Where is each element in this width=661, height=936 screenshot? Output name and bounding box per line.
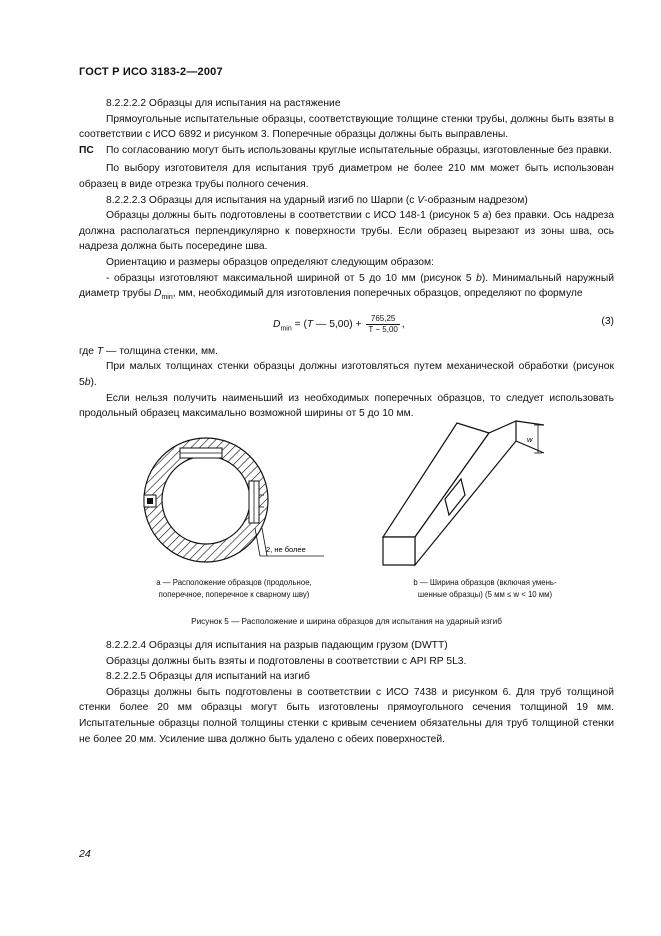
paragraph-ps [79, 143, 614, 159]
paragraph: Если нельзя получить наименьший из необходимых поперечных образцов, то следует использовать продольный образец максимально возможной ширины от 5 до 10 мм. [79, 392, 614, 420]
formula-fraction [366, 314, 399, 335]
ps-label: ПС [79, 144, 94, 156]
text-run-italic: V [417, 194, 425, 206]
paragraph: Образцы должны быть взяты и подготовлены в соответствии с API RP 5L3. [106, 655, 467, 667]
formula-numerator: 765,25 [366, 314, 399, 325]
text-run-italic: b [476, 272, 482, 284]
formula-3 [79, 310, 614, 338]
text-run-italic: b [84, 376, 91, 388]
paragraph-heading-tensile: 8.2.2.2.2 Образцы для испытания на растяжение [106, 98, 341, 109]
formula-denominator: T − 5,00 [368, 324, 398, 334]
text-run: , мм, необходимый для изготовления поперечных образцов, определяют по формуле [172, 288, 583, 300]
paragraph [79, 271, 614, 306]
caption-a [134, 577, 334, 600]
formula-lhs: D [273, 318, 281, 330]
paragraph: Образцы должны быть подготовлены в соответствии с ИСО 7438 и рисунком 6. Для труб толщиной стенки более 20 мм образцы могут быть изготовлены прямоугольного сечения толщиной 19 мм. Испытательные образцы полной толщины стенки с кривым сечением обязательны для труб толщиной стенки не более 20 мм. Усиление шва должно быть удалено с обеих поверхностей. [79, 686, 614, 745]
text-run: При малых толщинах стенки образцы должны изготовляться путем механической обработки (рисунок 5 [79, 361, 614, 388]
text-run: ). Минимальный наружный диаметр трубы [79, 272, 614, 300]
text-run-italic: T [96, 345, 104, 357]
text-run: - образцы изготовляют максимальной шириной от 5 до 10 мм (рисунок 5 [106, 272, 477, 284]
text-run: 8.2.2.2.3 Образцы для испытания на ударный изгиб по Шарпи (с [106, 194, 418, 206]
paragraph [79, 359, 614, 390]
text-run: — толщина стенки, мм. [103, 345, 218, 357]
text-run-italic: а [482, 210, 489, 222]
page-number: 24 [79, 848, 91, 860]
formula-body [273, 314, 405, 337]
paragraph-heading-bend: 8.2.2.2.5 Образцы для испытаний на изгиб [106, 671, 310, 683]
caption-b [397, 577, 573, 600]
caption-a-line-1: а — Расположение образцов (продольное, [156, 578, 312, 587]
text-run-sub: min [161, 294, 173, 302]
paragraph: Ориентацию и размеры образцов определяют следующим образом: [106, 256, 434, 268]
formula-text: = ( [291, 318, 307, 330]
caption-a-line-2: поперечное, поперечное к сварному шву) [158, 589, 310, 599]
caption-b-line-1: b — Ширина образцов (включая умень- [413, 578, 557, 587]
paragraph: По выбору изготовителя для испытания труб диаметром не более 210 мм может быть использован образец в виде отрезка трубы полного сечения. [79, 163, 614, 190]
paragraph [79, 208, 614, 255]
text-run: где [79, 345, 97, 357]
text-run: -образным надрезом) [424, 194, 528, 206]
width-label: w [527, 435, 533, 444]
text-run: Образцы должны быть подготовлены в соответствии с ИСО 148-1 (рисунок 5 [106, 210, 483, 222]
formula-text: , [401, 318, 405, 330]
text-run: ). [90, 376, 97, 388]
formula-lhs-sub: min [280, 325, 292, 333]
dimension-label: 2, не более [266, 545, 306, 554]
formula-var: T [306, 318, 314, 330]
figure-title: Рисунок 5 — Расположение и ширина образцов для испытания на ударный изгиб [191, 617, 502, 626]
paragraph: Прямоугольные испытательные образцы, соответствующие толщине стенки трубы, должны быть взяты в соответствии с ИСО 6892 и рисунком 3. Поперечные образцы должны быть выправлены. [79, 113, 614, 141]
equation-number: (3) [601, 315, 614, 327]
page-header: ГОСТ Р ИСО 3183-2—2007 [79, 66, 223, 78]
pipe-cross-section [144, 438, 324, 562]
specimen-bar [383, 421, 544, 565]
figure-5 [79, 415, 614, 635]
text-run-italic: D [154, 288, 162, 300]
caption-b-line-2: шенные образцы) (5 мм ≤ w < 10 мм) [417, 589, 553, 599]
text-block-1 [79, 96, 614, 422]
ps-text: По согласованию могут быть использованы круглые испытательные образцы, изготовленные без правки. [106, 144, 612, 156]
text-block-2 [79, 638, 614, 747]
paragraph-heading-dwtt: 8.2.2.2.4 Образцы для испытания на разрыв падающим грузом (DWTT) [106, 640, 448, 651]
paragraph [79, 344, 614, 360]
text-run: ) без правки. Ось надреза должна располагаться перпендикулярно к поверхности трубы. Если образец вырезают из зоны шва, ось надреза должна быть посередине шва. [79, 210, 614, 253]
paragraph-heading-charpy [79, 193, 614, 209]
formula-text: — 5,00) + [313, 318, 365, 330]
